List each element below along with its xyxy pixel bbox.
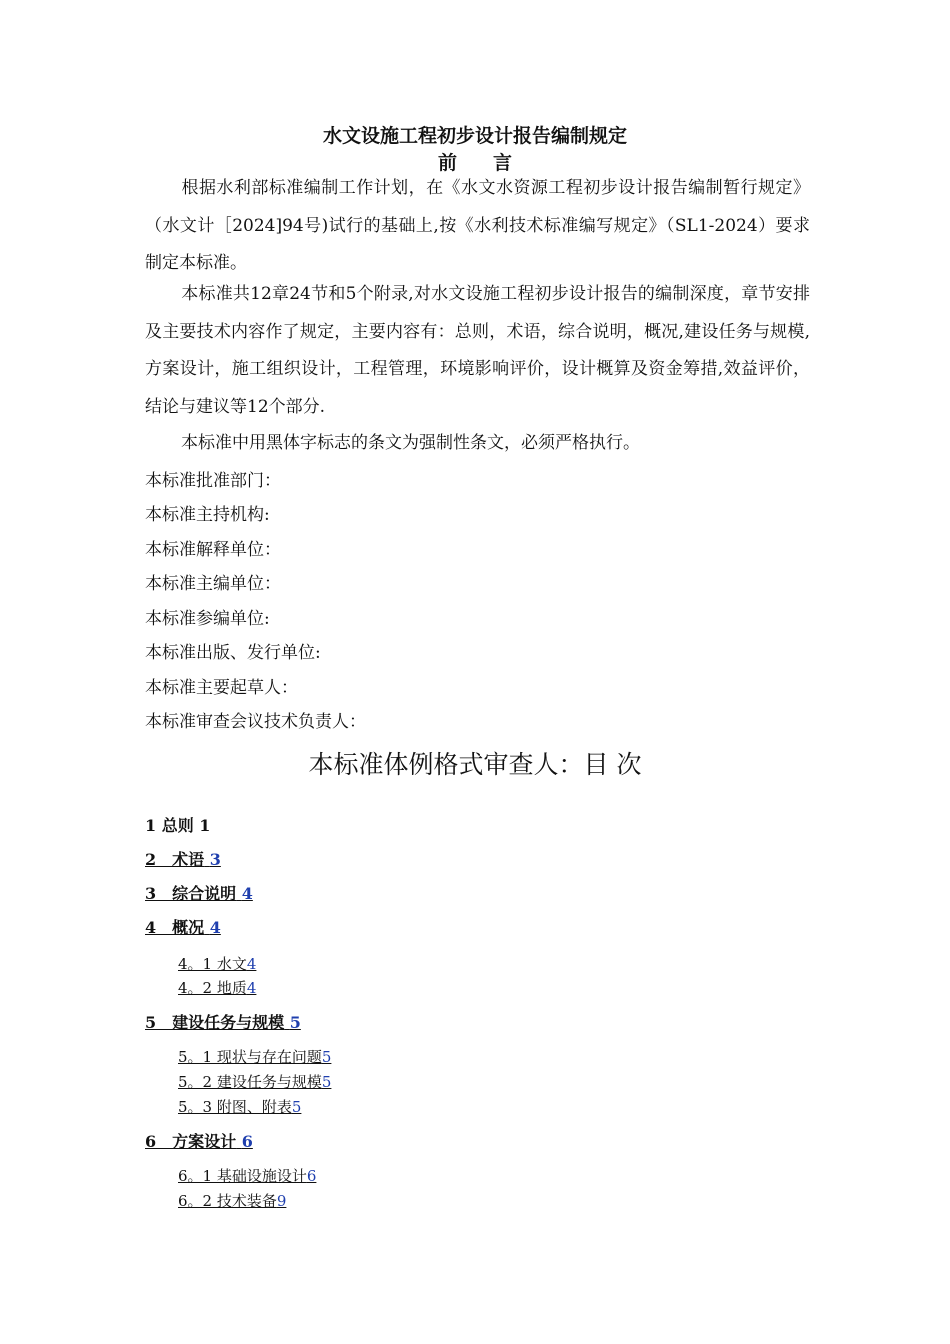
toc-entry-page: 1 bbox=[199, 816, 211, 835]
toc-entry-label: 5。2 建设任务与规模 bbox=[178, 1073, 322, 1091]
toc-entry-page: 3 bbox=[209, 850, 221, 869]
toc-link[interactable] bbox=[178, 1191, 286, 1211]
toc-link[interactable] bbox=[178, 978, 256, 998]
toc-entry-page: 4 bbox=[246, 955, 257, 973]
toc-entry-label: 2 术语 bbox=[145, 850, 205, 869]
toc-link[interactable] bbox=[178, 1072, 331, 1092]
approval-department-line: 本标准批准部门： bbox=[145, 471, 281, 491]
toc-link[interactable] bbox=[178, 1166, 316, 1186]
toc-entry-page: 4 bbox=[241, 884, 253, 903]
main-drafters-line: 本标准主要起草人： bbox=[145, 678, 298, 698]
toc-link[interactable] bbox=[145, 1012, 301, 1034]
preface-paragraph-text: 本标准共12章24节和5个附录,对水文设施工程初步设计报告的编制深度，章节安排及主要技术内容作了规定，主要内容有：总则，术语，综合说明，概况,建设任务与规模,方案设计，施工组织设计，工程管理，环境影响评价，设计概算及资金筹措,效益评价，结论与建议等12个部分. bbox=[145, 284, 810, 417]
toc-link[interactable] bbox=[145, 883, 253, 905]
toc-entry[interactable] bbox=[145, 815, 210, 837]
toc-entry-page: 5 bbox=[291, 1098, 302, 1116]
preface-paragraph-text: 根据水利部标准编制工作计划，在《水文水资源工程初步设计报告编制暂行规定》（水文计［2024]94号)试行的基础上,按《水利技术标准编写规定》（SL1-2024）要求制定本标准。 bbox=[145, 178, 810, 273]
preface-paragraph bbox=[145, 170, 810, 283]
toc-entry-label: 6。1 基础设施设计 bbox=[178, 1167, 307, 1185]
toc-entry-label: 4。1 水文 bbox=[178, 955, 247, 973]
toc-entry-page: 5 bbox=[321, 1073, 332, 1091]
toc-entry-page: 6 bbox=[241, 1132, 253, 1151]
toc-entry-page: 5 bbox=[289, 1013, 301, 1032]
toc-entry-label: 5。3 附图、附表 bbox=[178, 1098, 292, 1116]
toc-entry-label: 4。2 地质 bbox=[178, 979, 247, 997]
toc-entry-page: 6 bbox=[306, 1167, 317, 1185]
toc-entry-label: 5。1 现状与存在问题 bbox=[178, 1048, 322, 1066]
interpretation-unit-line: 本标准解释单位： bbox=[145, 540, 281, 560]
toc-link[interactable] bbox=[178, 1047, 331, 1067]
publisher-line: 本标准出版、发行单位: bbox=[145, 643, 321, 663]
toc-entry-page: 5 bbox=[321, 1048, 332, 1066]
toc-entry-label: 1 总则 bbox=[145, 816, 194, 835]
preface-paragraph bbox=[145, 425, 810, 463]
review-leader-line: 本标准审查会议技术负责人： bbox=[145, 712, 366, 732]
toc-entry-label: 6 方案设计 bbox=[145, 1132, 237, 1151]
toc-entry-page: 4 bbox=[209, 918, 221, 937]
toc-entry-page: 4 bbox=[246, 979, 257, 997]
chief-editor-unit-line: 本标准主编单位： bbox=[145, 574, 281, 594]
toc-entry-label: 6。2 技术装备 bbox=[178, 1192, 277, 1210]
preface-paragraph bbox=[145, 276, 810, 426]
toc-link[interactable] bbox=[145, 917, 221, 939]
toc-entry-label: 3 综合说明 bbox=[145, 884, 237, 903]
preface-paragraph-text: 本标准中用黑体字标志的条文为强制性条文，必须严格执行。 bbox=[181, 433, 640, 453]
toc-entry-page: 9 bbox=[276, 1192, 287, 1210]
toc-heading: 本标准体例格式审查人：目 次 bbox=[308, 750, 642, 779]
preface-heading-char-2: 言 bbox=[493, 152, 513, 174]
host-organization-line: 本标准主持机构: bbox=[145, 505, 270, 525]
toc-link[interactable] bbox=[178, 1097, 301, 1117]
preface-heading-char-1: 前 bbox=[437, 152, 457, 174]
toc-link[interactable] bbox=[145, 849, 221, 871]
toc-link[interactable] bbox=[145, 1131, 253, 1153]
document-title: 水文设施工程初步设计报告编制规定 bbox=[322, 125, 627, 147]
participating-unit-line: 本标准参编单位: bbox=[145, 609, 270, 629]
toc-entry-label: 5 建设任务与规模 bbox=[145, 1013, 285, 1032]
toc-entry-label: 4 概况 bbox=[145, 918, 205, 937]
toc-link[interactable] bbox=[178, 954, 256, 974]
